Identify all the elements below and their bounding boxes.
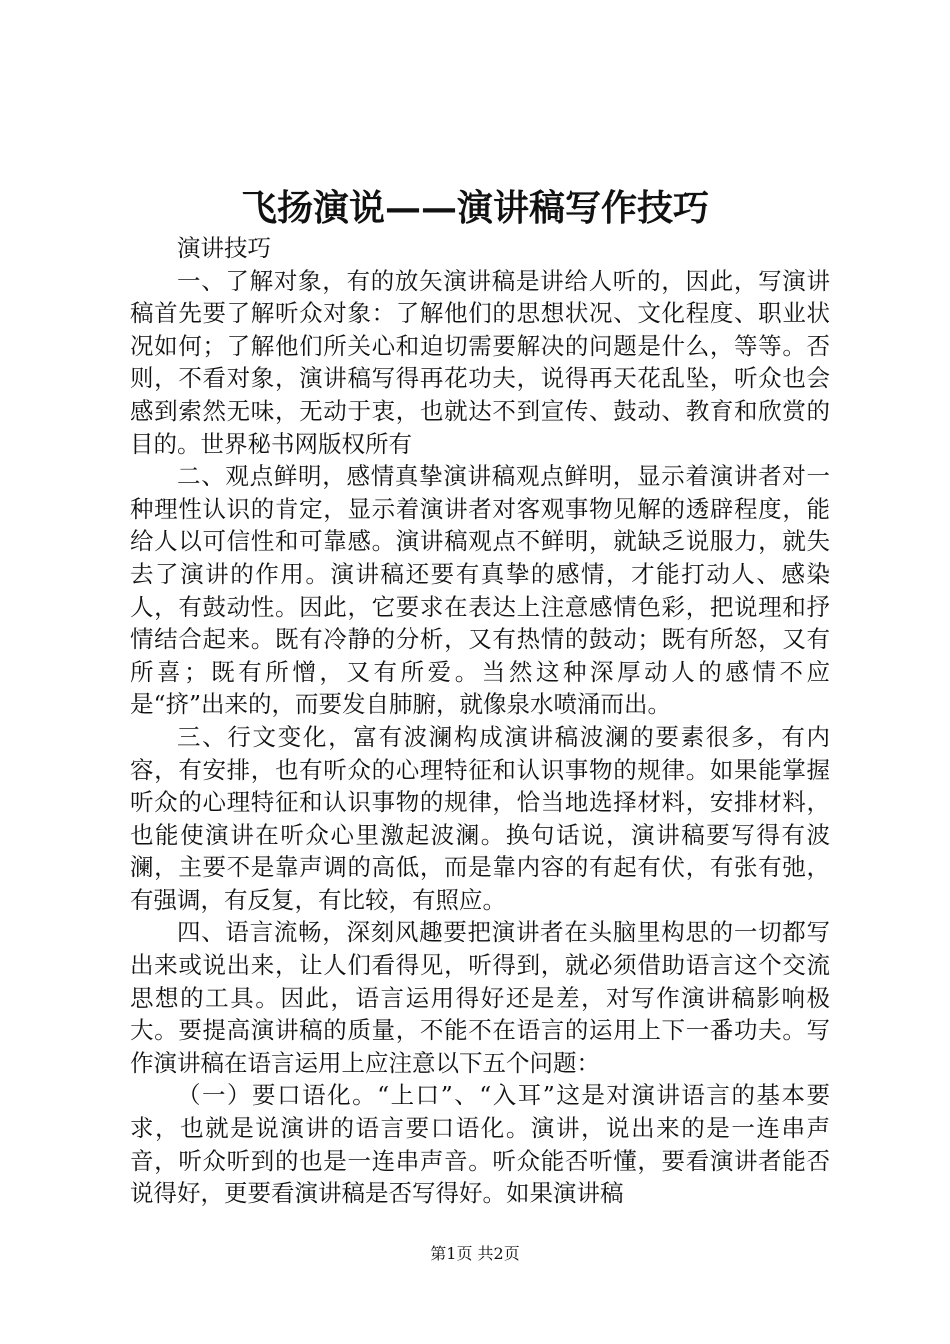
page-number-footer: 第1页 共2页: [430, 1244, 520, 1263]
document-body: [130, 232, 830, 1210]
paragraph-1: 一、了解对象，有的放矢演讲稿是讲给人听的，因此，写演讲稿首先要了解听众对象：了解他们的思想状况、文化程度、职业状况如何；了解他们所关心和迫切需要解决的问题是什么，等等。否则，不看对象，演讲稿写得再花功夫，说得再天花乱坠，听众也会感到索然无味，无动于衷，也就达不到宣传、鼓动、教育和欣赏的目的。世界秘书网版权所有: [130, 266, 830, 458]
paragraph-3: 三、行文变化，富有波澜构成演讲稿波澜的要素很多，有内容，有安排，也有听众的心理特征和认识事物的规律。如果能掌握听众的心理特征和认识事物的规律，恰当地选择材料，安排材料，也能使演讲在听众心里激起波澜。换句话说，演讲稿要写得有波澜，主要不是靠声调的高低，而是靠内容的有起有伏，有张有弛，有强调，有反复，有比较，有照应。: [130, 722, 830, 914]
document-title: 飞扬演说——演讲稿写作技巧: [240, 187, 709, 229]
paragraph-4: 四、语言流畅，深刻风趣要把演讲者在头脑里构思的一切都写出来或说出来，让人们看得见，听得到，就必须借助语言这个交流思想的工具。因此，语言运用得好还是差，对写作演讲稿影响极大。要提高演讲稿的质量，不能不在语言的运用上下一番功夫。写作演讲稿在语言运用上应注意以下五个问题：: [130, 918, 830, 1077]
paragraph-2: 二、观点鲜明，感情真挚演讲稿观点鲜明，显示着演讲者对一种理性认识的肯定，显示着演讲者对客观事物见解的透辟程度，能给人以可信性和可靠感。演讲稿观点不鲜明，就缺乏说服力，就失去了演讲的作用。演讲稿还要有真挚的感情，才能打动人、感染人，有鼓动性。因此，它要求在表达上注意感情色彩，把说理和抒情结合起来。既有冷静的分析，又有热情的鼓动；既有所怒，又有所喜；既有所憎，又有所爱。当然这种深厚动人的感情不应是“挤”出来的，而要发自肺腑，就像泉水喷涌而出。: [130, 462, 830, 719]
paragraph-heading: 演讲技巧: [177, 234, 271, 262]
paragraph-5: （一）要口语化。“上口”、“入耳”这是对演讲语言的基本要求，也就是说演讲的语言要口语化。演讲，说出来的是一连串声音，听众听到的也是一连串声音。听众能否听懂，要看演讲者能否说得好，更要看演讲稿是否写得好。如果演讲稿: [130, 1081, 830, 1208]
